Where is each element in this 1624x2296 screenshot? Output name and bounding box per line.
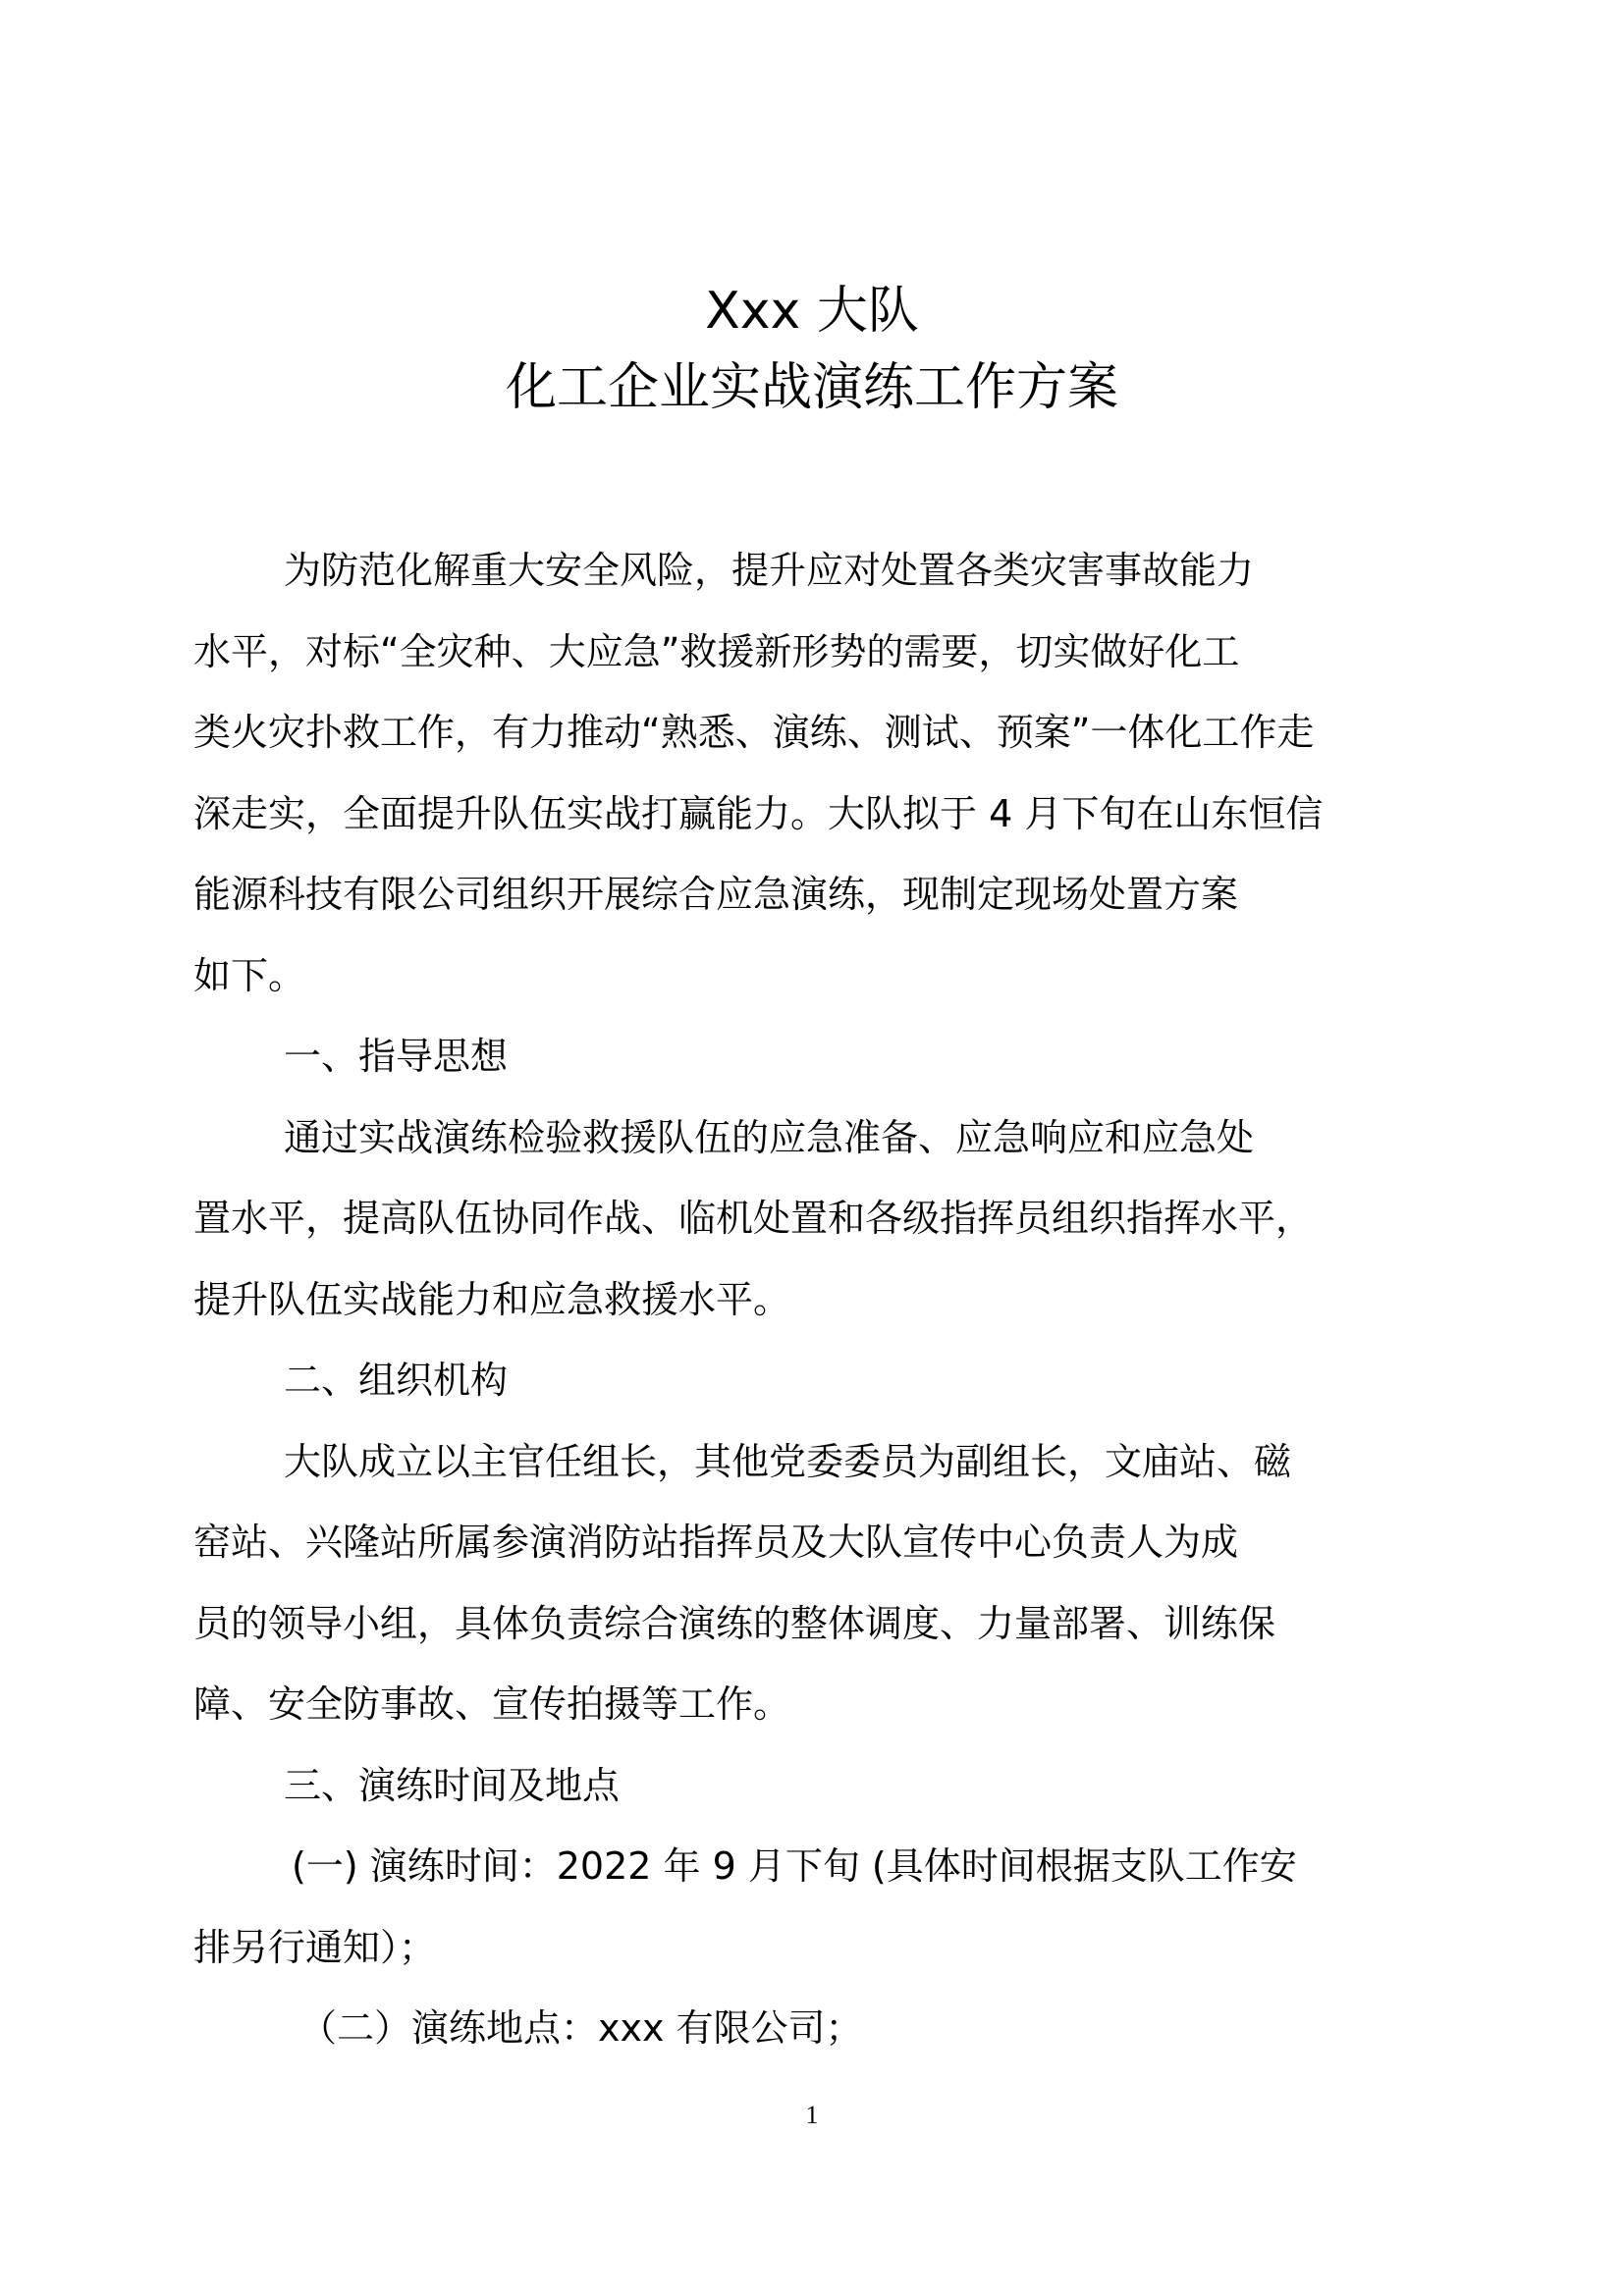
section-line: 大队成立以主官任组长，其他党委委员为副组长，文庙站、磁 — [284, 1439, 1292, 1483]
section-line: 障、安全防事故、宣传拍摄等工作。 — [193, 1682, 791, 1726]
section-line: 员的领导小组，具体负责综合演练的整体调度、力量部署、训练保 — [193, 1601, 1276, 1645]
section-line: 窑站、兴隆站所属参演消防站指挥员及大队宣传中心负责人为成 — [193, 1521, 1239, 1564]
drill-time-line: 排另行通知）； — [193, 1925, 437, 1969]
intro-line: 能源科技有限公司组织开展综合应急演练，现制定现场处置方案 — [193, 873, 1239, 916]
section-line: 提升队伍实战能力和应急救援水平。 — [193, 1277, 791, 1321]
intro-line: 水平，对标“全灾种、大应急”救援新形势的需要，切实做好化工 — [193, 629, 1240, 673]
drill-time-line: (一) 演练时间：2022 年 9 月下旬 (具体时间根据支队工作安 — [292, 1844, 1297, 1888]
intro-paragraph — [193, 530, 1470, 1016]
intro-line: 如下。 — [193, 953, 306, 997]
section-line: 置水平，提高队伍协同作战、临机处置和各级指挥员组织指挥水平， — [193, 1197, 1314, 1240]
intro-line: 深走实，全面提升队伍实战打赢能力。大队拟于 4 月下旬在山东恒信 — [193, 791, 1324, 835]
drill-location-line: （二）演练地点：xxx 有限公司； — [299, 2006, 863, 2050]
document-title-line1: Xxx 大队 — [705, 282, 919, 341]
section-heading: 二、组织机构 — [284, 1359, 509, 1402]
document-title-line2: 化工企业实战演练工作方案 — [505, 358, 1118, 417]
section-heading: 三、演练时间及地点 — [284, 1763, 621, 1807]
document-body — [193, 530, 1470, 2069]
section-time-location — [193, 1745, 1470, 2069]
page-number: 1 — [805, 2101, 819, 2129]
section-organization — [193, 1340, 1470, 1745]
section-line: 通过实战演练检验救援队伍的应急准备、应急响应和应急处 — [284, 1115, 1255, 1159]
intro-line: 类火灾扑救工作，有力推动“熟悉、演练、测试、预案”一体化工作走 — [193, 711, 1315, 754]
intro-line: 为防范化解重大安全风险，提升应对处置各类灾害事故能力 — [284, 549, 1255, 592]
section-heading: 一、指导思想 — [284, 1035, 509, 1078]
section-guiding-ideology — [193, 1016, 1470, 1340]
